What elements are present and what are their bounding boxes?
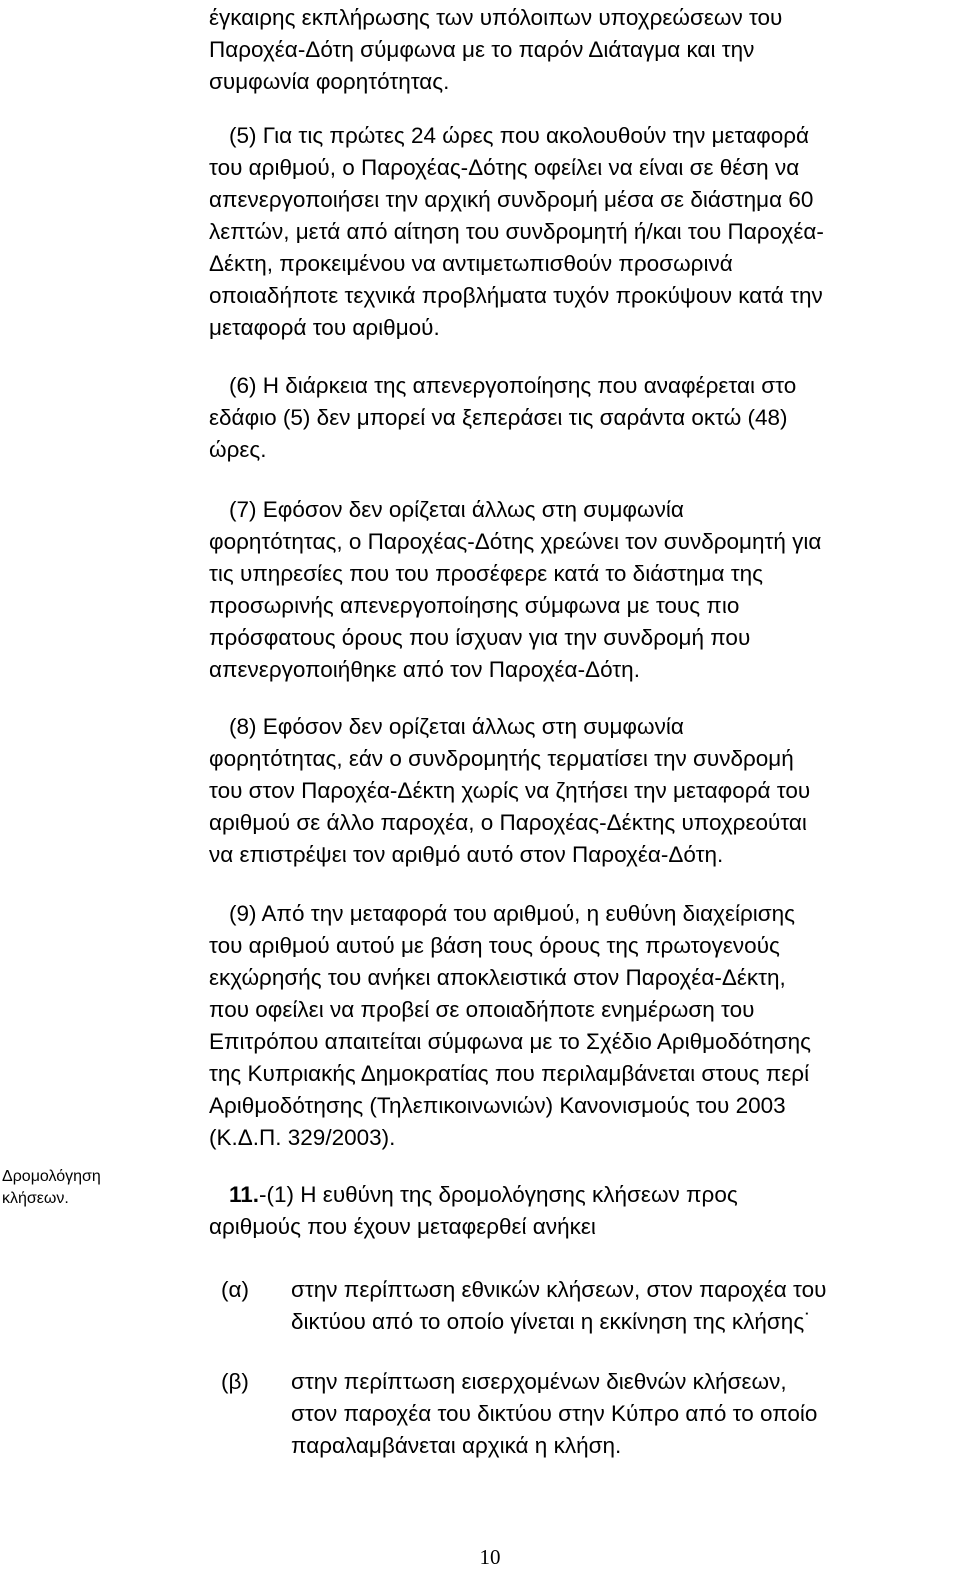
text-line: μεταφορά του αριθμού. xyxy=(209,315,440,340)
text-line: (8) Εφόσον δεν ορίζεται άλλως στη συμφωνία xyxy=(229,714,684,739)
paragraph-continuation xyxy=(209,2,954,98)
text-line: (7) Εφόσον δεν ορίζεται άλλως στη συμφωνία xyxy=(229,497,684,522)
text-line: Επιτρόπου απαιτείται σύμφωνα με το Σχέδιο Αριθμοδότησης xyxy=(209,1029,812,1054)
text-line: στην περίπτωση εισερχομένων διεθνών κλήσεων, xyxy=(291,1369,787,1394)
text-line: παραλαμβάνεται αρχικά η κλήση. xyxy=(291,1433,622,1458)
text-line: στον παροχέα του δικτύου στην Κύπρο από το οποίο xyxy=(291,1401,818,1426)
text-line: του αριθμού αυτού με βάση τους όρους της πρωτογενούς xyxy=(209,933,780,958)
text-line: του αριθμού, ο Παροχέας-Δότης οφείλει να είναι σε θέση να xyxy=(209,155,800,180)
page-number: 10 xyxy=(479,1545,501,1569)
paragraph-9 xyxy=(209,898,954,1154)
margin-note-line: κλήσεων. xyxy=(2,1190,69,1207)
text-line: απενεργοποιήσει την αρχική συνδρομή μέσα σε διάστημα 60 xyxy=(209,187,814,212)
text-line: να επιστρέψει τον αριθμό αυτό στον Παροχέα-Δότη. xyxy=(209,842,724,867)
text-line: πρόσφατους όρους που ίσχυαν για την συνδρομή που xyxy=(209,625,751,650)
item-text xyxy=(291,1274,826,1338)
text-line: εδάφιο (5) δεν μπορεί να ξεπεράσει τις σαράντα οκτώ (48) xyxy=(209,405,788,430)
text-line: (9) Από την μεταφορά του αριθμού, η ευθύνη διαχείρισης xyxy=(229,901,796,926)
text-line: (5) Για τις πρώτες 24 ώρες που ακολουθούν την μεταφορά xyxy=(229,123,810,148)
item-label: (β) xyxy=(221,1369,249,1394)
section-number: 11. xyxy=(229,1182,260,1207)
text-line: συμφωνία φορητότητας. xyxy=(209,69,450,94)
text-line: (Κ.Δ.Π. 329/2003). xyxy=(209,1125,396,1150)
item-text xyxy=(291,1366,817,1462)
section-11-first-line xyxy=(209,1179,954,1211)
text-line: στην περίπτωση εθνικών κλήσεων, στον παροχέα του xyxy=(291,1277,827,1302)
section-11-heading-text: -(1) Η ευθύνη της δρομολόγησης κλήσεων προς xyxy=(259,1182,738,1207)
text-line: φορητότητας, εάν ο συνδρομητής τερματίσει την συνδρομή xyxy=(209,746,794,771)
text-line: Παροχέα-Δότη σύμφωνα με το παρόν Διάταγμα και την xyxy=(209,37,755,62)
text-line: που οφείλει να προβεί σε οποιαδήποτε ενημέρωση του xyxy=(209,997,755,1022)
text-line: του στον Παροχέα-Δέκτη χωρίς να ζητήσει την μεταφορά του xyxy=(209,778,811,803)
text-line: ώρες. xyxy=(209,437,267,462)
section-11 xyxy=(209,1179,954,1243)
paragraph-7 xyxy=(209,494,954,686)
text-line: αριθμού σε άλλο παροχέα, ο Παροχέας-Δέκτης υποχρεούται xyxy=(209,810,807,835)
text-line: αριθμούς που έχουν μεταφερθεί ανήκει xyxy=(209,1214,596,1239)
text-line: εκχώρησής του ανήκει αποκλειστικά στον Παροχέα-Δέκτη, xyxy=(209,965,786,990)
text-line: Αριθμοδότησης (Τηλεπικοινωνιών) Κανονισμούς του 2003 xyxy=(209,1093,786,1118)
text-line: (6) Η διάρκεια της απενεργοποίησης που αναφέρεται στο xyxy=(229,373,797,398)
text-line: οποιαδήποτε τεχνικά προβλήματα τυχόν προκύψουν κατά την xyxy=(209,283,823,308)
margin-note xyxy=(2,1166,142,1210)
text-line: προσωρινής απενεργοποίησης σύμφωνα με τους πιο xyxy=(209,593,740,618)
text-line: έγκαιρης εκπλήρωσης των υπόλοιπων υποχρεώσεων του xyxy=(209,5,783,30)
margin-note-line: Δρομολόγηση xyxy=(2,1168,101,1185)
text-line: φορητότητας, ο Παροχέας-Δότης χρεώνει τον συνδρομητή για xyxy=(209,529,822,554)
paragraph-8 xyxy=(209,711,954,871)
paragraph-5 xyxy=(209,120,954,344)
paragraph-6 xyxy=(209,370,954,466)
text-line: τις υπηρεσίες που του προσέφερε κατά το διάστημα της xyxy=(209,561,763,586)
text-line: δικτύου από το οποίο γίνεται η εκκίνηση της κλήσης˙ xyxy=(291,1309,812,1334)
text-line: απενεργοποιήθηκε από τον Παροχέα-Δότη. xyxy=(209,657,640,682)
text-line: Δέκτη, προκειμένου να αντιμετωπισθούν προσωρινά xyxy=(209,251,733,276)
text-line: λεπτών, μετά από αίτηση του συνδρομητή ή/και του Παροχέα- xyxy=(209,219,824,244)
text-line: της Κυπριακής Δημοκρατίας που περιλαμβάνεται στους περί xyxy=(209,1061,810,1086)
item-label: (α) xyxy=(221,1277,249,1302)
